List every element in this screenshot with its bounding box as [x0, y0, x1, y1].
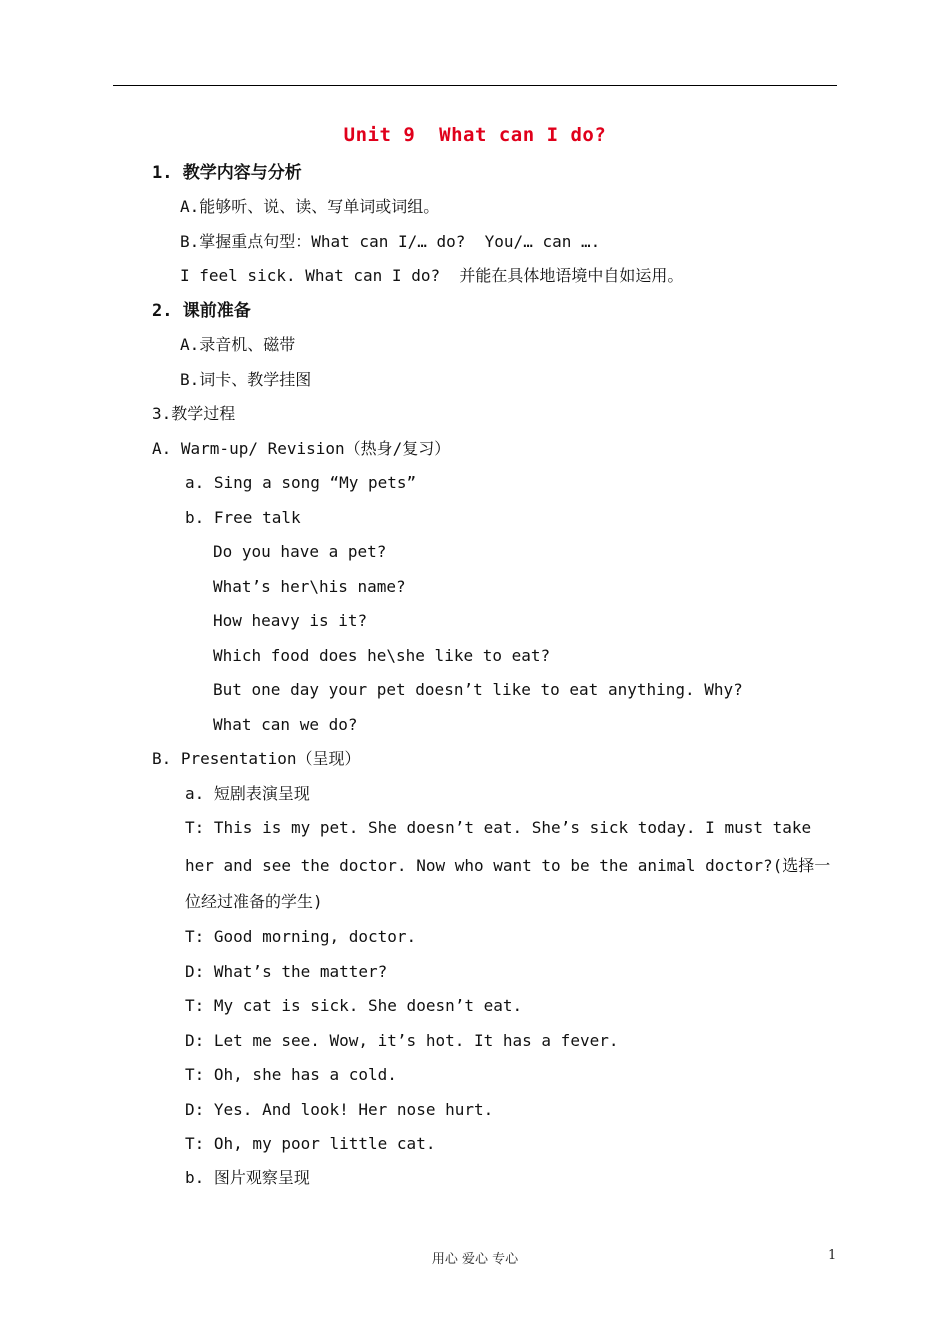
- dialogue-line: D: Yes. And look! Her nose hurt.: [185, 1100, 494, 1119]
- page-title: Unit 9 What can I do?: [343, 124, 607, 146]
- dialogue-line: D: Let me see. Wow, it’s hot. It has a fever.: [185, 1031, 619, 1050]
- dialogue-line: T: Oh, she has a cold.: [185, 1065, 397, 1084]
- dialogue-line: T: Oh, my poor little cat.: [185, 1134, 436, 1153]
- section-1-heading: 1. 教学内容与分析: [152, 163, 302, 183]
- free-talk-question: But one day your pet doesn’t like to eat anything. Why?: [213, 680, 743, 699]
- presentation-heading: B. Presentation（呈现）: [152, 749, 361, 768]
- presentation-paragraph-2: her and see the doctor. Now who want to be the animal doctor?(选择一: [185, 856, 831, 875]
- section-2-item-b: B.词卡、教学挂图: [180, 370, 312, 389]
- section-3-heading: 3.教学过程: [152, 404, 236, 423]
- header-rule: [113, 85, 837, 86]
- free-talk-question: How heavy is it?: [213, 611, 368, 630]
- presentation-item-b: b. 图片观察呈现: [185, 1168, 310, 1187]
- presentation-paragraph-3: 位经过准备的学生): [185, 892, 323, 911]
- dialogue-line: T: My cat is sick. She doesn’t eat.: [185, 996, 523, 1015]
- presentation-item-a: a. 短剧表演呈现: [185, 784, 310, 803]
- free-talk-question: What can we do?: [213, 715, 358, 734]
- presentation-paragraph-1: T: This is my pet. She doesn’t eat. She’s sick today. I must take: [185, 818, 812, 837]
- warmup-item-a: a. Sing a song “My pets”: [185, 473, 417, 492]
- warmup-item-b: b. Free talk: [185, 508, 301, 527]
- dialogue-line: T: Good morning, doctor.: [185, 927, 417, 946]
- section-1-item-b-cont: I feel sick. What can I do? 并能在具体地语境中自如运用。: [180, 266, 684, 285]
- page-number: 1: [828, 1248, 837, 1263]
- section-1-item-a: A.能够听、说、读、写单词或词组。: [180, 197, 440, 216]
- free-talk-question: Do you have a pet?: [213, 542, 387, 561]
- warmup-heading: A. Warm-up/ Revision（热身/复习）: [152, 439, 451, 458]
- free-talk-question: What’s her\his name?: [213, 577, 406, 596]
- free-talk-question: Which food does he\she like to eat?: [213, 646, 551, 665]
- section-1-item-b: B.掌握重点句型：What can I/… do? You/… can ….: [180, 232, 601, 251]
- section-2-heading: 2. 课前准备: [152, 301, 251, 321]
- dialogue-line: D: What’s the matter?: [185, 962, 388, 981]
- footer-motto: 用心 爱心 专心: [431, 1252, 519, 1267]
- section-2-item-a: A.录音机、磁带: [180, 335, 296, 354]
